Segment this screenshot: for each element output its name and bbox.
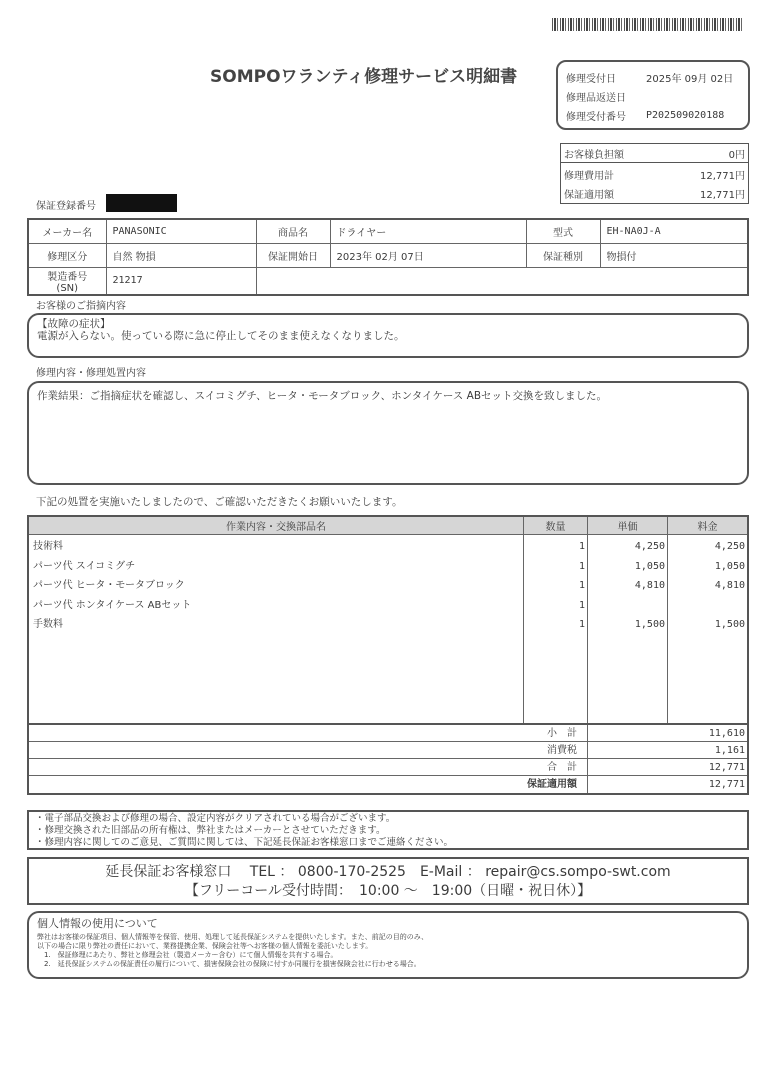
warranty-applied-label: 保証適用額 [564,190,614,201]
work-item-qty: 1 [578,541,585,552]
subtotal-label: 小 計 [29,725,588,741]
repair-total-row [561,165,748,184]
contact-box [27,857,749,905]
work-item-amount: 4,250 [714,541,745,552]
subtotal-row [29,725,747,742]
repair-type-label: 修理区分 [28,243,106,267]
customer-burden-value: 0円 [728,149,745,161]
header-amount: 料金 [697,522,718,533]
customer-burden-label: お客様負担額 [564,149,624,161]
work-item-name: パーツ代 スイコミグチ [33,560,136,572]
info-row-return-date [566,87,740,106]
work-item-unit-price [588,596,667,616]
total-value: 12,771 [708,762,745,773]
work-item-unit-price: 4,810 [634,580,665,591]
work-item-name: パーツ代 ホンタイケース ABセット [33,599,192,611]
work-item-name: 手数料 [33,619,63,630]
repair-details-section-label: 修理内容・修理処置内容 [36,368,146,379]
total-label: 合 計 [29,759,588,775]
notice-box [27,810,749,850]
repair-total-label: 修理費用計 [564,171,614,182]
work-table-header [29,517,747,535]
return-date-label: 修理品返送日 [566,93,626,104]
privacy-box [27,911,749,979]
work-item-unit-price: 1,500 [634,619,665,630]
info-row-receipt-number [566,106,740,125]
repair-total-value: 12,771円 [700,171,745,182]
notice-line: ・修理交換された旧部品の所有権は、弊社またはメーカーとさせていただきます。 [35,825,386,836]
warranty-applied-total-label: 保証適用額 [29,776,588,793]
cost-burden-box [560,143,749,204]
model-label: 型式 [526,219,600,243]
repair-type-value: 自然 物損 [106,243,256,267]
maker-value: PANASONIC [106,219,256,243]
notice-line: ・修理内容に関してのご意見、ご質問に関しては、下記延長保証お客様窓口までご連絡ください。 [35,837,454,848]
contact-line-phone-email: 延長保証お客様窓口 TEL ： 0800-170-2525 E-Mail ： repair@cs.sompo-swt.com [105,864,671,880]
registration-number-redacted [106,194,177,212]
repair-info-box [556,60,750,130]
notice-line: ・電子部品交換および修理の場合、設定内容がクリアされている場合がございます。 [35,813,396,824]
work-item-amount: 4,810 [714,580,745,591]
work-item-unit-price: 1,050 [634,560,665,572]
tax-label: 消費税 [29,742,588,758]
header-quantity: 数量 [524,517,588,534]
privacy-line: 2. 延長保証システムの保証責任の履行について、損害保険会社の保険に付すか同履行を損害保険会社に行わせる場合。 [37,960,421,968]
amount-column [668,535,747,723]
maker-label: メーカー名 [28,219,106,243]
total-row [29,759,747,776]
receipt-number-label: 修理受付番号 [566,112,626,123]
repair-details-box [27,381,749,485]
privacy-line: 弊社はお客様の保証項目、個人情報等を保管、使用、処理して延長保証システムを提供いたします。また、前記の目的のみ、 [37,933,429,941]
warranty-applied-total-row [29,776,747,793]
work-item-amount: 1,050 [714,560,745,572]
contact-line-hours: 【フリーコール受付時間： 10:00 ～ 19:00（日曜・祝日休）】 [184,883,592,899]
serial-value: 21217 [106,267,256,295]
confirmation-message: 下記の処置を実施いたしましたので、ご確認いただきたくお願いいたします。 [36,496,403,508]
work-table-body [29,535,747,725]
document-title: SOMPOワランティ修理サービス明細書 [210,67,518,87]
registration-number-label: 保証登録番号 [36,201,96,212]
empty-cell [256,267,748,295]
tax-row [29,742,747,759]
customer-burden-row [561,144,748,163]
warranty-applied-row [561,184,748,203]
subtotal-value: 11,610 [708,728,745,739]
privacy-line: 1. 保証修理にあたり、弊社と修理会社（製造メーカー含む）にて個人情報を共有する場合。 [37,951,338,959]
work-item-qty: 1 [578,580,585,591]
work-item-unit-price: 4,250 [634,541,665,552]
work-item-name: パーツ代 ヒータ・モータブロック [33,580,185,591]
product-name-label: 商品名 [256,219,330,243]
customer-complaint-box [27,313,749,358]
work-item-qty: 1 [578,560,585,572]
work-item-qty: 1 [578,599,585,611]
warranty-start-value: 2023年 02月 07日 [330,243,526,267]
product-name-value: ドライヤー [330,219,526,243]
warranty-applied-value: 12,771円 [700,190,745,201]
work-item-column [29,535,524,723]
barcode [552,18,742,31]
privacy-line: 以下の場合に限り弊社の責任において、業務提携企業、保険会社等へお客様の個人情報を委託いたします。 [37,942,373,950]
warranty-start-label: 保証開始日 [256,243,330,267]
tax-value: 1,161 [714,745,745,756]
received-date-label: 修理受付日 [566,74,616,85]
work-item-amount: 1,500 [714,619,745,630]
header-work-item: 作業内容・交換部品名 [29,517,524,534]
work-item-amount [668,596,747,616]
warranty-applied-total-value: 12,771 [708,779,745,790]
warranty-kind-value: 物損付 [600,243,748,267]
customer-complaint-section-label: お客様のご指摘内容 [36,301,126,312]
complaint-heading: 【故障の症状】 [37,318,111,330]
work-item-qty: 1 [578,619,585,630]
complaint-text: 電源が入らない。使っている際に急に停止してそのまま使えなくなりました。 [37,330,405,342]
repair-details-text: 作業結果：ご指摘症状を確認し、スイコミグチ、ヒータ・モータブロック、ホンタイケース ABセット交換を致しました。 [37,390,608,402]
receipt-number-value: P202509020188 [646,110,725,121]
product-info-table [27,218,749,296]
warranty-kind-label: 保証種別 [526,243,600,267]
quantity-column [524,535,588,723]
privacy-heading: 個人情報の使用について [37,917,158,930]
unit-price-column [588,535,668,723]
info-row-received-date [566,68,740,87]
received-date-value: 2025年 09月 02日 [646,74,734,85]
serial-label: 製造番号 (SN) [28,267,106,295]
work-item-name: 技術料 [33,541,63,552]
work-items-table [27,515,749,795]
model-value: EH-NA0J-A [600,219,748,243]
header-unit-price: 単価 [588,517,668,534]
